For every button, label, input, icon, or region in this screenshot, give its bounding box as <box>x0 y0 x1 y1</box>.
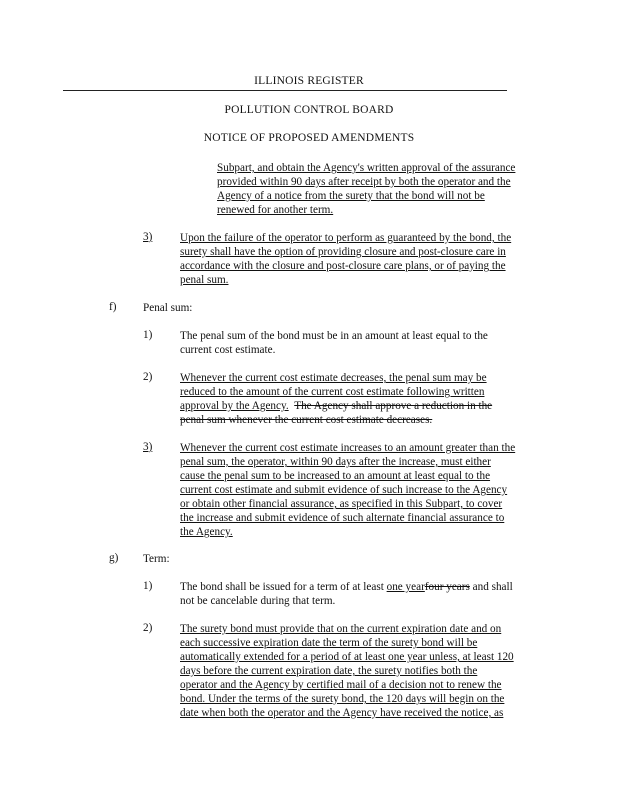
text-line: the increase and submit evidence of such alternate financial assurance to <box>180 512 505 524</box>
deleted-text: penal sum whenever the current cost estimate decreases. <box>180 414 433 426</box>
text-line: current cost estimate. <box>180 344 276 356</box>
text-line: Agency of a notice from the surety that the bond will not be <box>217 190 485 202</box>
text-line: not be cancelable during that term. <box>180 595 336 607</box>
text-line: date when both the operator and the Agency have received the notice, as <box>180 707 504 719</box>
text-line: each successive expiration date the term of the surety bond will be <box>180 637 478 649</box>
text-line: penal sum. <box>180 274 229 286</box>
item-number: 1) <box>143 329 153 341</box>
text-line: The surety bond must provide that on the current expiration date and on <box>180 623 502 635</box>
text-line: days before the current expiration date, the surety notifies both the <box>180 665 478 677</box>
section-f-letter: f) <box>109 301 117 313</box>
board-title: POLLUTION CONTROL BOARD <box>224 104 394 116</box>
text-segment: The bond shall be issued for a term of at least <box>180 581 387 593</box>
text-line: Subpart, and obtain the Agency's written approval of the assurance <box>217 162 516 174</box>
text-line <box>180 399 492 413</box>
text-line: accordance with the closure and post-closure care plans, or of paying the <box>180 260 506 272</box>
inserted-text: one year <box>386 581 425 593</box>
inserted-text: approval by the Agency. <box>180 400 289 412</box>
text-line: the Agency. <box>180 526 233 538</box>
text-line: The penal sum of the bond must be in an amount at least equal to the <box>180 330 488 342</box>
text-line: surety shall have the option of providing closure and post-closure care in <box>180 246 506 258</box>
register-title: ILLINOIS REGISTER <box>254 75 364 87</box>
text-line: renewed for another term. <box>217 204 334 216</box>
text-line: provided within 90 days after receipt by both the operator and the <box>217 176 511 188</box>
text-line: reduced to the amount of the current cost estimate following written <box>180 386 485 398</box>
deleted-text: four years <box>424 581 470 593</box>
section-f-title: Penal sum: <box>143 302 193 314</box>
item-number: 2) <box>143 371 153 383</box>
text-line: current cost estimate and submit evidence of such increase to the Agency <box>180 484 508 496</box>
section-g-title: Term: <box>143 553 170 565</box>
item-number: 3) <box>143 231 153 243</box>
text-segment: and shall <box>469 581 513 593</box>
section-g-letter: g) <box>109 552 119 564</box>
notice-title: NOTICE OF PROPOSED AMENDMENTS <box>203 132 415 144</box>
text-line: Whenever the current cost estimate increases to an amount greater than the <box>180 442 516 454</box>
text-line: penal sum, the operator, within 90 days after the increase, must either <box>180 456 491 468</box>
header-rule <box>63 90 507 91</box>
text-line: bond. Under the terms of the surety bond, the 120 days will begin on the <box>180 693 505 705</box>
text-line: Whenever the current cost estimate decreases, the penal sum may be <box>180 372 487 384</box>
text-line: cause the penal sum to be increased to an amount at least equal to the <box>180 470 491 482</box>
text-line: Upon the failure of the operator to perform as guaranteed by the bond, the <box>180 232 512 244</box>
text-line: operator and the Agency by certified mail of a decision not to renew the <box>180 679 502 691</box>
deleted-text: The Agency shall approve a reduction in the <box>294 400 493 412</box>
item-number: 1) <box>143 580 153 592</box>
text-line: or obtain other financial assurance, as specified in this Subpart, to cover <box>180 498 503 510</box>
text-line <box>180 580 513 594</box>
item-number: 2) <box>143 622 153 634</box>
text-line: automatically extended for a period of at least one year unless, at least 120 <box>180 651 514 663</box>
item-number: 3) <box>143 441 153 453</box>
